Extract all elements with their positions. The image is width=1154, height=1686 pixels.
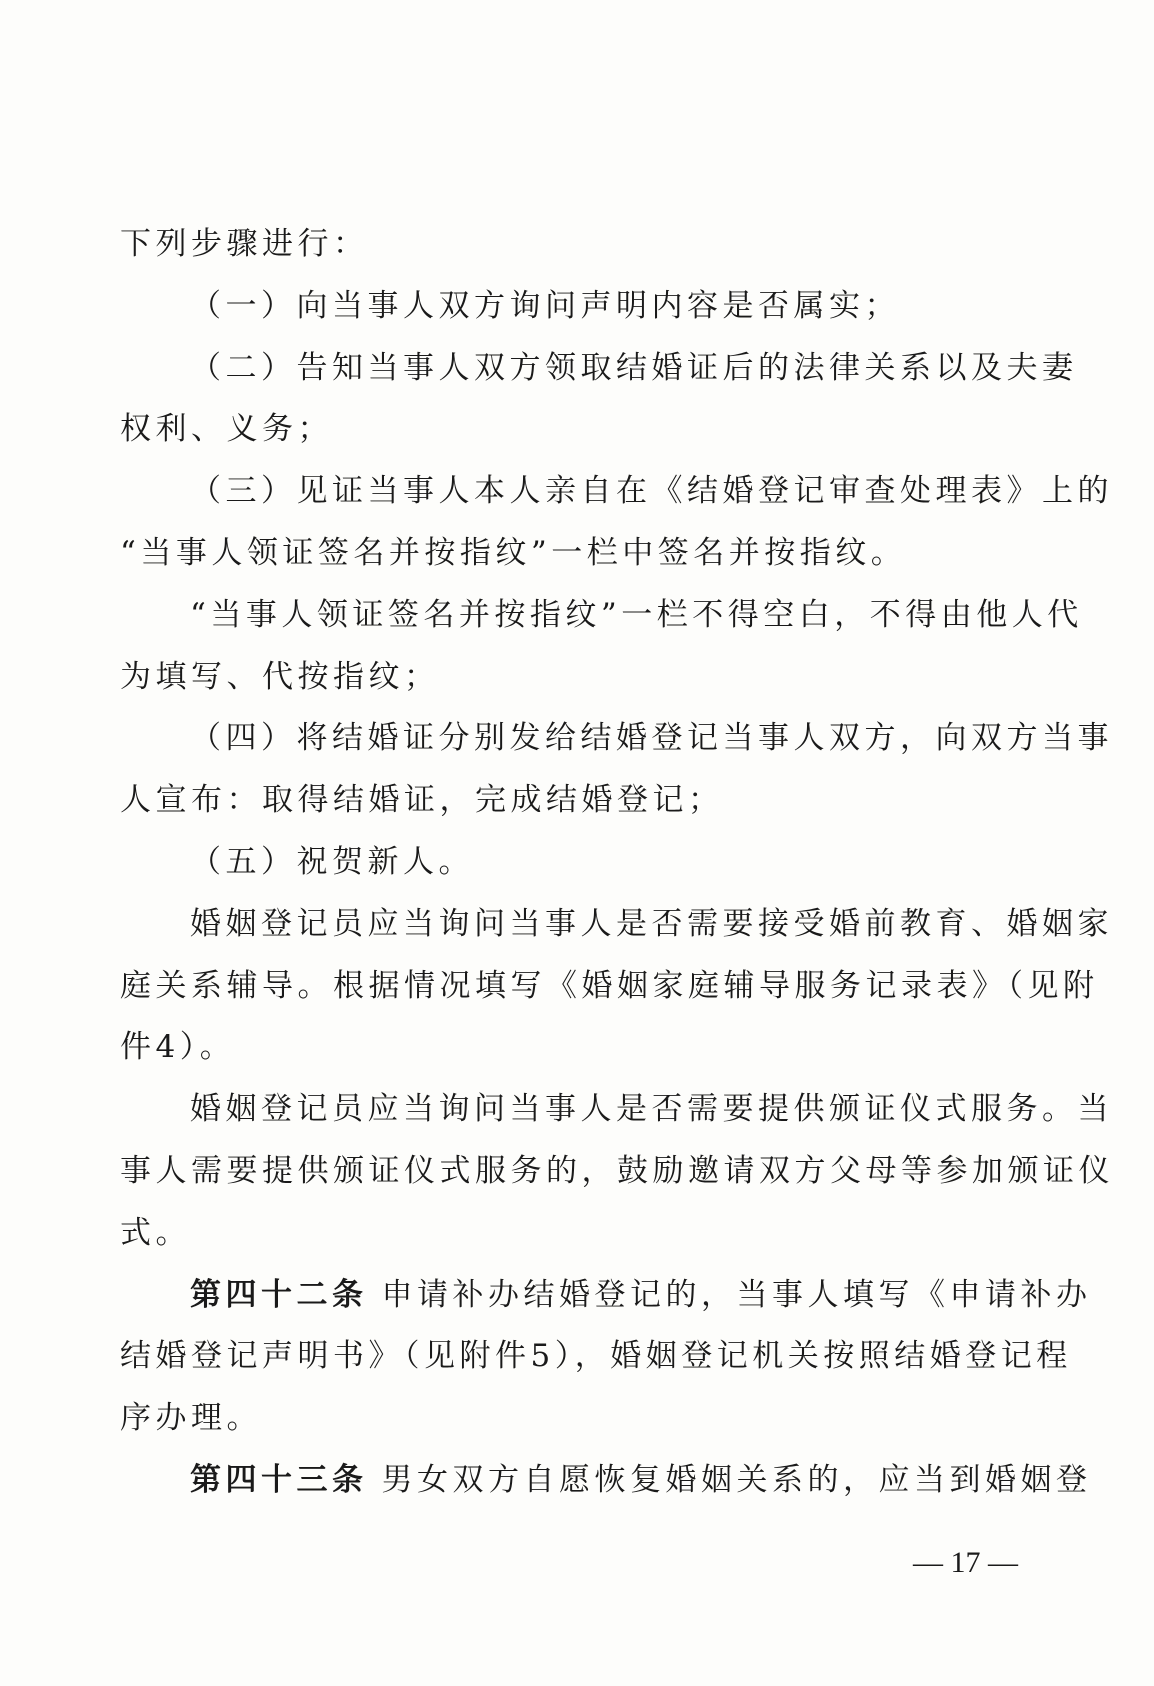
article-43-text: 男女双方自愿恢复婚姻关系的，应当到婚姻登 [381, 1461, 1092, 1498]
page-number: — 17 — [913, 1546, 1018, 1579]
article-42-text: 申请补办结婚登记的，当事人填写《申请补办 [381, 1276, 1092, 1313]
text-line: 人宣布：取得结婚证，完成结婚登记； [120, 782, 724, 819]
article-42-line [120, 1265, 1092, 1327]
text-line: 件4）。 [120, 1029, 236, 1066]
article-43-heading: 第四十三条 [190, 1461, 368, 1498]
text-line: 庭关系辅导。根据情况填写《婚姻家庭辅导服务记录表》（见附 [120, 967, 1099, 1004]
text-line: （二）告知当事人双方领取结婚证后的法律关系以及夫妻 [190, 349, 1078, 386]
text-line: 婚姻登记员应当询问当事人是否需要接受婚前教育、婚姻家 [190, 905, 1113, 942]
text-line: （三）见证当事人本人亲自在《结婚登记审查处理表》上的 [190, 473, 1113, 510]
text-line: （四）将结婚证分别发给结婚登记当事人双方，向双方当事 [190, 720, 1113, 757]
text-line: 下列步骤进行： [120, 226, 369, 262]
text-line: 权利、义务； [120, 411, 333, 448]
document-body [120, 214, 1114, 1512]
text-line: （一）向当事人双方询问声明内容是否属实； [190, 287, 900, 324]
text-line: 为填写、代按指纹； [120, 658, 440, 695]
text-line: “当事人领证签名并按指纹”一栏中签名并按指纹。 [120, 534, 907, 571]
text-line: 结婚登记声明书》（见附件5），婚姻登记机关按照结婚登记程 [120, 1338, 1072, 1375]
article-42-heading: 第四十二条 [190, 1276, 368, 1313]
text-line: （五）祝贺新人。 [190, 843, 474, 880]
text-line: 婚姻登记员应当询问当事人是否需要提供颁证仪式服务。当 [190, 1091, 1113, 1128]
text-line: 序办理。 [120, 1400, 262, 1437]
article-43-line [120, 1450, 1092, 1512]
text-line: “当事人领证签名并按指纹”一栏不得空白，不得由他人代 [190, 596, 1083, 633]
text-line: 式。 [120, 1214, 191, 1251]
text-line: 事人需要提供颁证仪式服务的，鼓励邀请双方父母等参加颁证仪 [120, 1152, 1114, 1189]
